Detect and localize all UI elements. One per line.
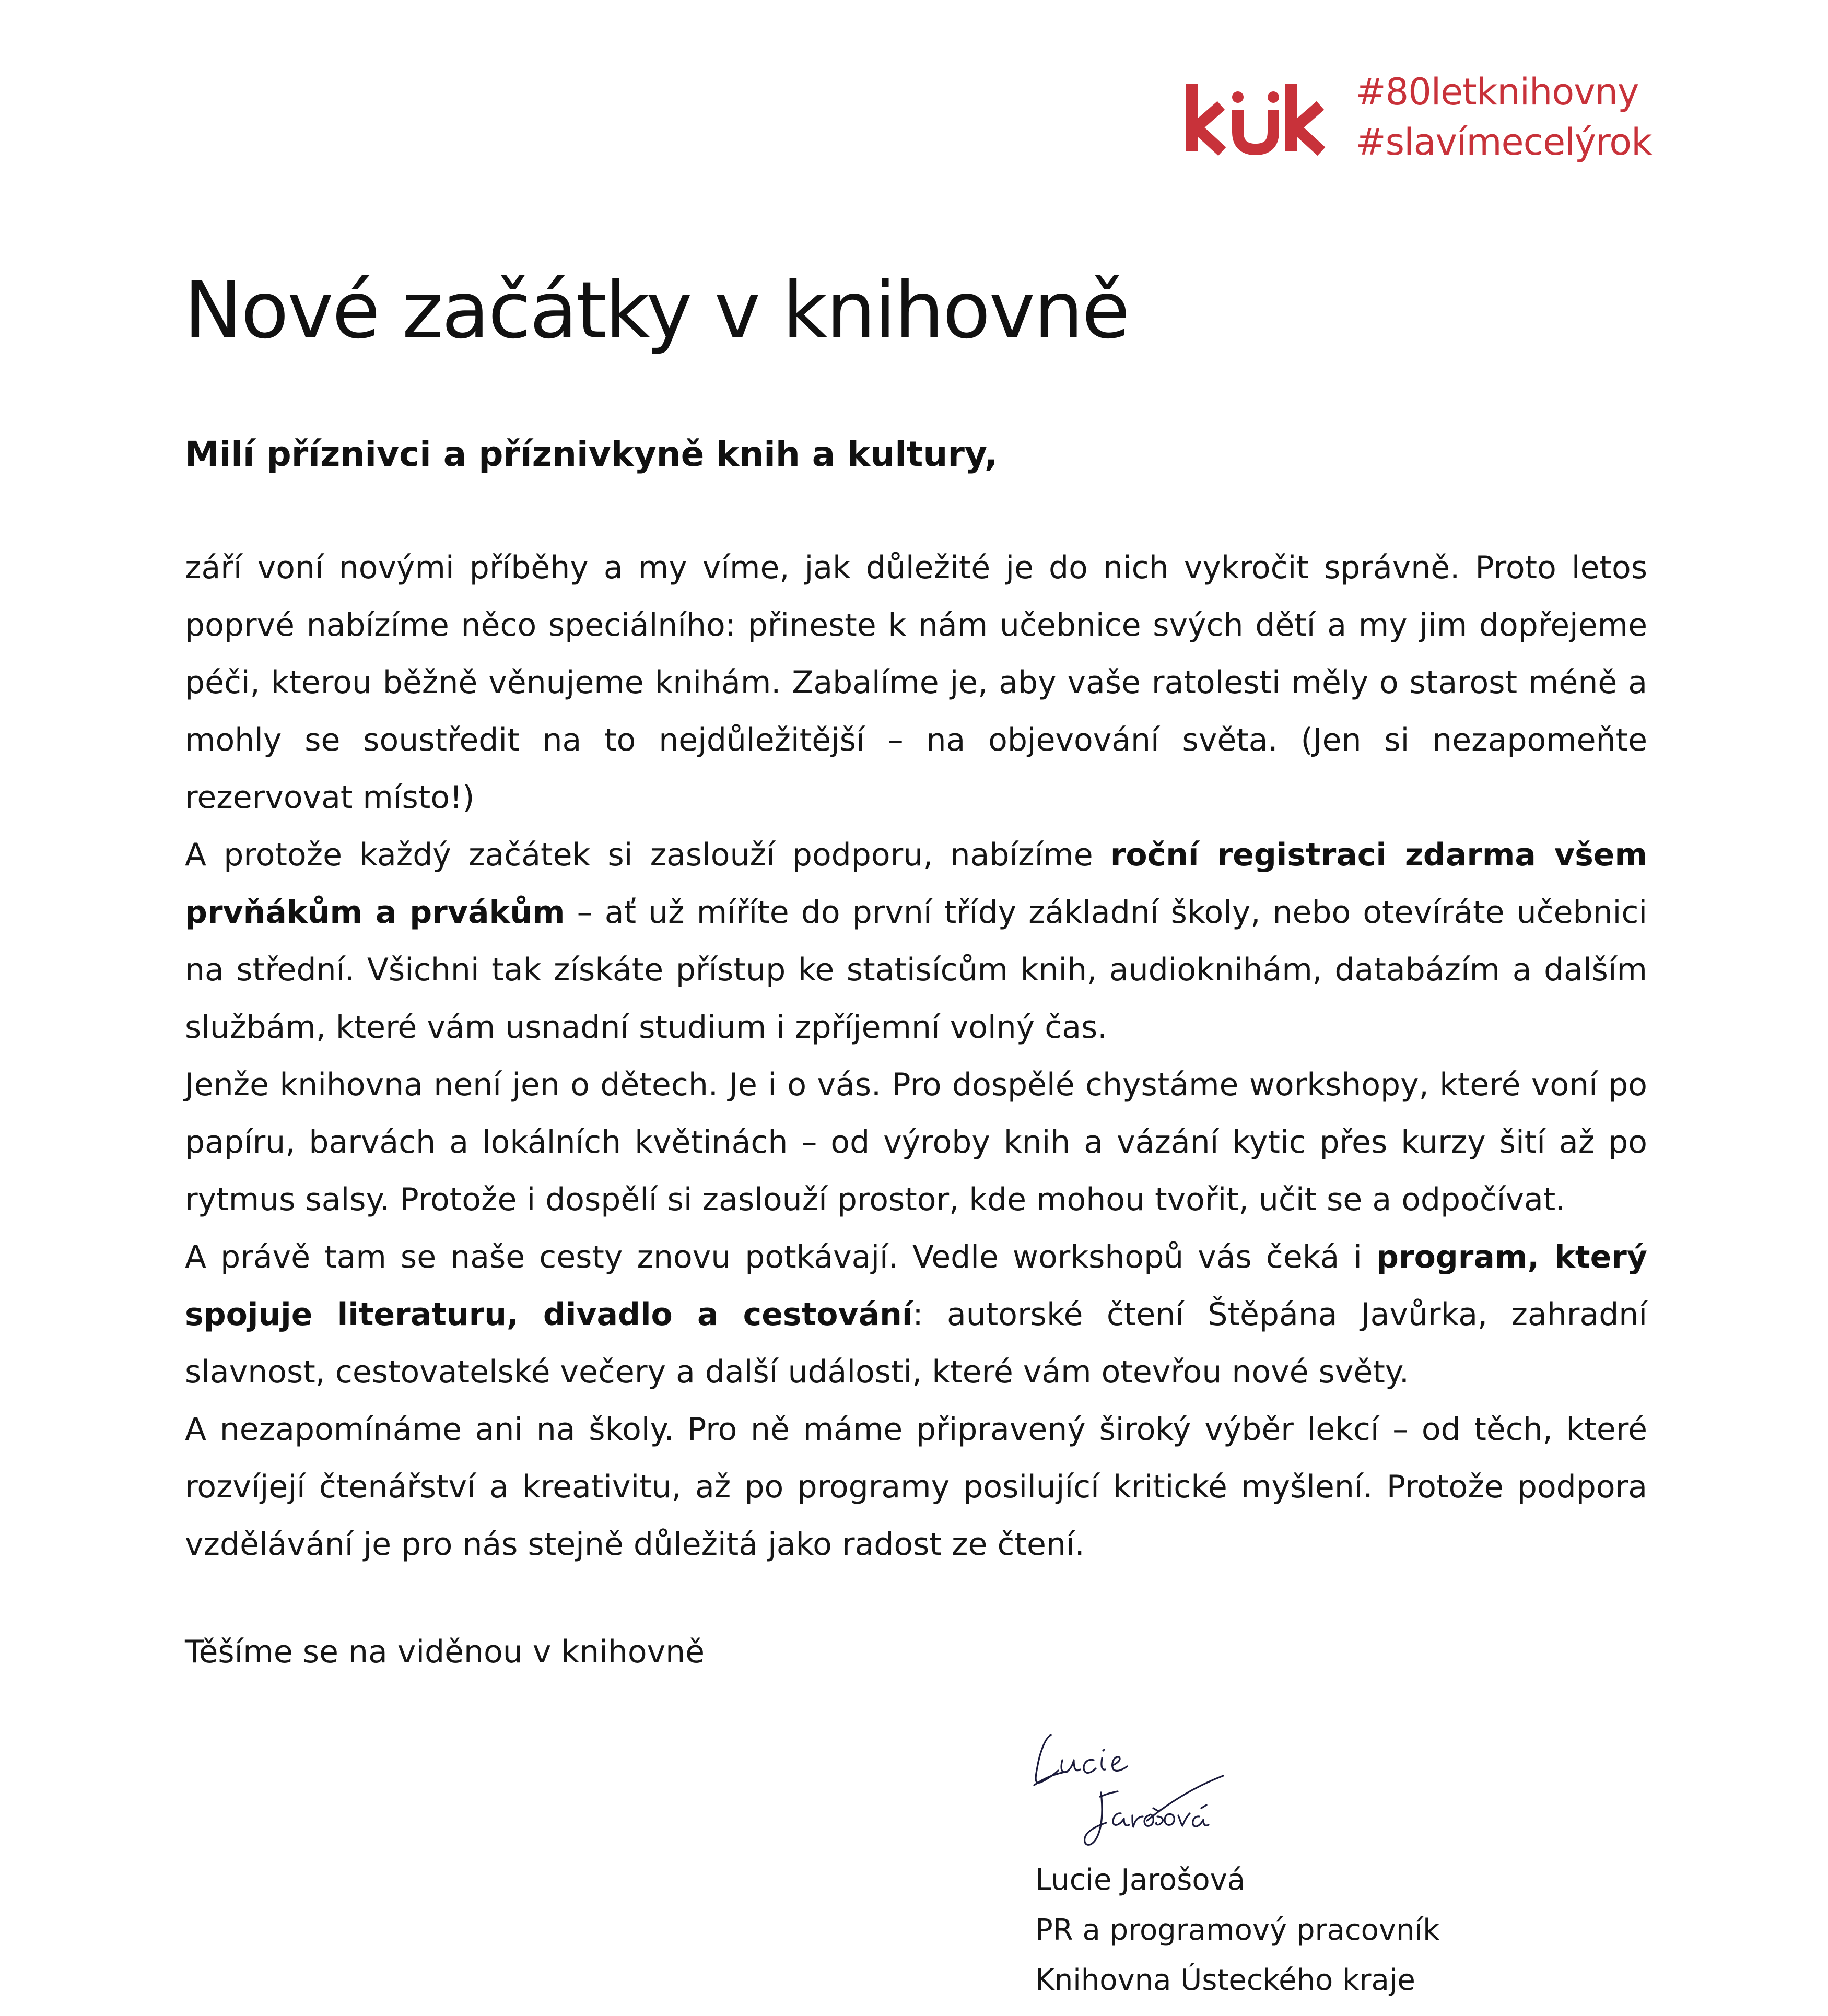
closing-line: Těšíme se na viděnou v knihovně [185, 1634, 705, 1670]
hashtag-celebrate-year: #slavímecelýrok [1355, 121, 1652, 163]
signatory-name: Lucie Jarošová [1035, 1863, 1246, 1897]
signature-block [1035, 1855, 1610, 2006]
bold-highlight: roční registraci zdarma všem prvňákům a prvákům [185, 837, 1647, 931]
paragraph-text: A právě tam se naše cesty znovu potkávají. Vedle workshopů vás čeká i [185, 1239, 1377, 1275]
paragraph-text: Jenže knihovna není jen o dětech. Je i o vás. Pro dospělé chystáme workshopy, které voní po papíru, barvách a lokálních květinách – od výroby knih a vázání kytic přes kurzy šití až po rytmus salsy. Protože i dospělí si zaslouží prostor, kde mohou tvořit, učit se a odpočívat. [185, 1066, 1647, 1218]
bold-highlight: program, který spojuje literaturu, divadlo a cestování [185, 1239, 1647, 1333]
paragraph-text: A protože každý začátek si zaslouží podporu, nabízíme [185, 837, 1110, 873]
kuk-logo [1180, 73, 1337, 157]
page-title: Nové začátky v knihovně [184, 265, 1129, 356]
signatory-role: PR a programový pracovník [1035, 1913, 1440, 1947]
hashtag-80-years: #80letknihovny [1355, 71, 1639, 113]
greeting: Milí příznivci a příznivkyně knih a kultury, [185, 434, 998, 474]
body-paragraph [185, 539, 1647, 826]
signatory-organization: Knihovna Ústeckého kraje [1035, 1963, 1415, 1997]
letter-body [185, 539, 1647, 1573]
body-paragraph [185, 1056, 1647, 1228]
paragraph-text: – ať už míříte do první třídy základní školy, nebo otevíráte učebnici na střední. Všichni tak získáte přístup ke statisícům knih, audioknihám, databázím a dalším službám, které vám usnadní studium i zpříjemní volný čas. [185, 894, 1647, 1046]
paragraph-text: A nezapomínáme ani na školy. Pro ně máme připravený široký výběr lekcí – od těch, které rozvíjejí čtenářství a kreativitu, až po programy posilující kritické myšlení. Protože podpora vzdělávání je pro nás stejně důležitá jako radost ze čtení. [185, 1411, 1647, 1563]
paragraph-text: září voní novými příběhy a my víme, jak důležité je do nich vykročit správně. Proto letos poprvé nabízíme něco speciálního: přineste k nám učebnice svých dětí a my jim dopřejeme péči, kterou běžně věnujeme knihám. Zabalíme je, aby vaše ratolesti měly o starost méně a mohly se soustředit na to nejdůležitější – na objevování světa. (Jen si nezapomeňte rezervovat místo!) [185, 549, 1647, 816]
hashtags [1355, 67, 1679, 167]
paragraph-text: : autorské čtení Štěpána Javůrka, zahradní slavnost, cestovatelské večery a další události, které vám otevřou nové světy. [185, 1296, 1647, 1390]
body-paragraph [185, 826, 1647, 1056]
body-paragraph [185, 1401, 1647, 1573]
body-paragraph [185, 1228, 1647, 1401]
handwritten-signature [1024, 1724, 1295, 1859]
